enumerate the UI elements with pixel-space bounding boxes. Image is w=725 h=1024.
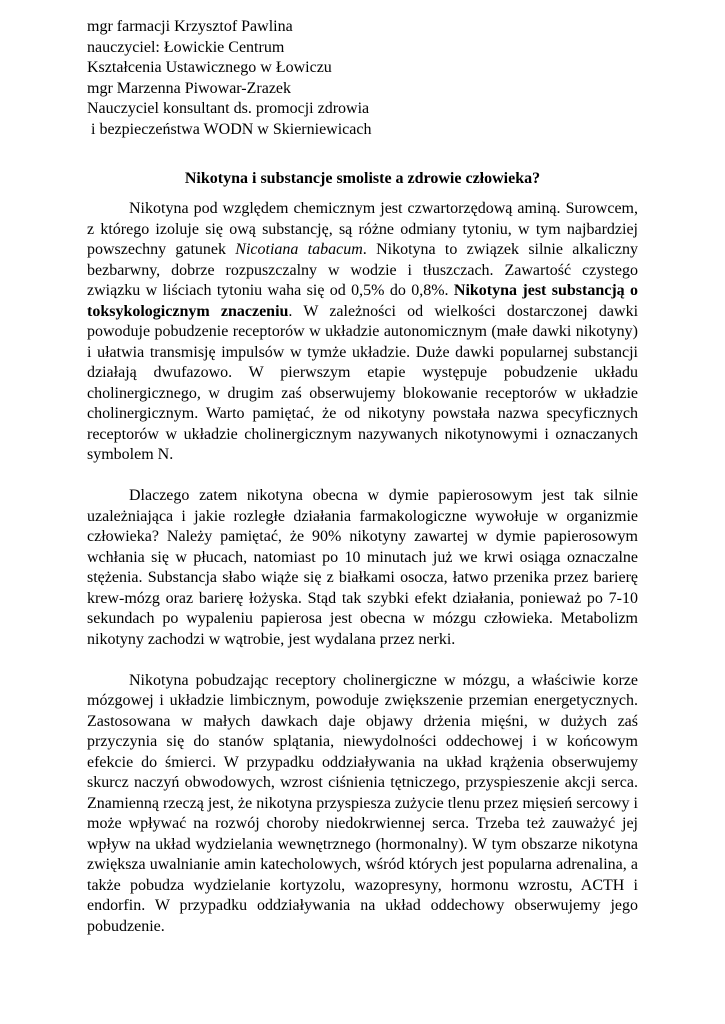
author-line-6: i bezpieczeństwa WODN w Skierniewicach <box>91 120 372 138</box>
author-line-3: Kształcenia Ustawicznego w Łowiczu <box>87 59 332 76</box>
author-line-2: nauczyciel: Łowickie Centrum <box>87 38 285 56</box>
author-line-4: mgr Marzenna Piwowar-Zrazek <box>87 79 292 97</box>
author-line-5: Nauczyciel konsultant ds. promocji zdrowia <box>87 100 370 117</box>
key-statement: Nikotyna jest substancją o toksykologicznym znaczeniu <box>87 282 639 320</box>
paragraph-1-text-c: . Nikotyna to związek silnie alkaliczny bezbarwny, dobrze rozpuszczalny w wodzie i tłuszczach. Zawartość czystego związku w liściach tytoniu waha się od 0,5% do 0,8%. <box>87 241 638 299</box>
species-name: Nicotiana tabacum <box>235 241 363 258</box>
document-title: Nikotyna i substancje smoliste a zdrowie człowieka? <box>184 170 541 187</box>
author-line-1: mgr farmacji Krzysztof Pawlina <box>87 18 293 35</box>
author-header <box>87 17 647 140</box>
document-body <box>87 199 638 937</box>
paragraph-3: Nikotyna pobudzając receptory cholinergiczne w mózgu, a właściwie korze mózgowej i układzie limbicznym, powoduje zwiększenie przemian energetycznych. Zastosowana w małych dawkach daje objawy drżenia mięśni, w dużych zaś przyczynia się do stanów splątania, niewydolności oddechowej i w końcowym efekcie do śmierci. W przypadku oddziaływania na układ krążenia obserwujemy skurcz naczyń obwodowych, wzrost ciśnienia tętniczego, przyspieszenie akcji serca. Znamienną rzeczą jest, że nikotyna przyspiesza zużycie tlenu przez mięsień sercowy i może wpływać na rozwój choroby niedokrwiennej serca. Trzeba też zauważyć jej wpływ na układ wydzielania wewnętrznego (hormonalny). W tym obszarze nikotyna zwiększa uwalnianie amin katecholowych, wśród których jest popularna adrenalina, a także pobudza wydzielanie kortyzolu, wazopresyny, hormonu wzrostu, ACTH i endorfin. W przypadku oddziaływania na układ oddechowy obserwujemy jego pobudzenie. <box>87 671 638 935</box>
paragraph-1 <box>87 199 638 466</box>
paragraph-1-text-e: . W zależności od wielkości dostarczonej dawki powoduje pobudzenie receptorów w układzie autonomicznym (małe dawki nikotyny) i ułatwia transmisję impulsów w tymże układzie. Duże dawki popularnej substancji działają dwufazowo. W pierwszym etapie występuje pobudzenie układu cholinergicznego, w drugim zaś obserwujemy blokowanie receptorów w układzie cholinergicznym. Warto pamiętać, że od nikotyny powstała nazwa specyficznych receptorów w układzie cholinergicznym nazywanych nikotynowymi i oznaczanych symbolem N. <box>87 302 639 463</box>
paragraph-1-text-a: Nikotyna pod względem chemicznym jest czwartorzędową aminą. Surowcem, z którego izoluje się ową substancję, są różne odmiany tytoniu, w tym najbardziej powszechny gatunek <box>87 200 638 258</box>
paragraph-2: Dlaczego zatem nikotyna obecna w dymie papierosowym jest tak silnie uzależniająca i jakie rozległe działania farmakologiczne wywołuje w organizmie człowieka? Należy pamiętać, że 90% nikotyny zawartej w dymie papierosowym wchłania się w płucach, natomiast po 10 minutach już we krwi osiąga oznaczalne stężenia. Substancja słabo wiąże się z białkami osocza, łatwo przenika przez barierę krew-mózg oraz barierę łożyska. Stąd tak szybki efekt działania, ponieważ po 7-10 sekundach po wypaleniu papierosa jest obecna w mózgu człowieka. Metabolizm nikotyny zachodzi w wątrobie, jest wydalana przez nerki. <box>87 487 638 648</box>
